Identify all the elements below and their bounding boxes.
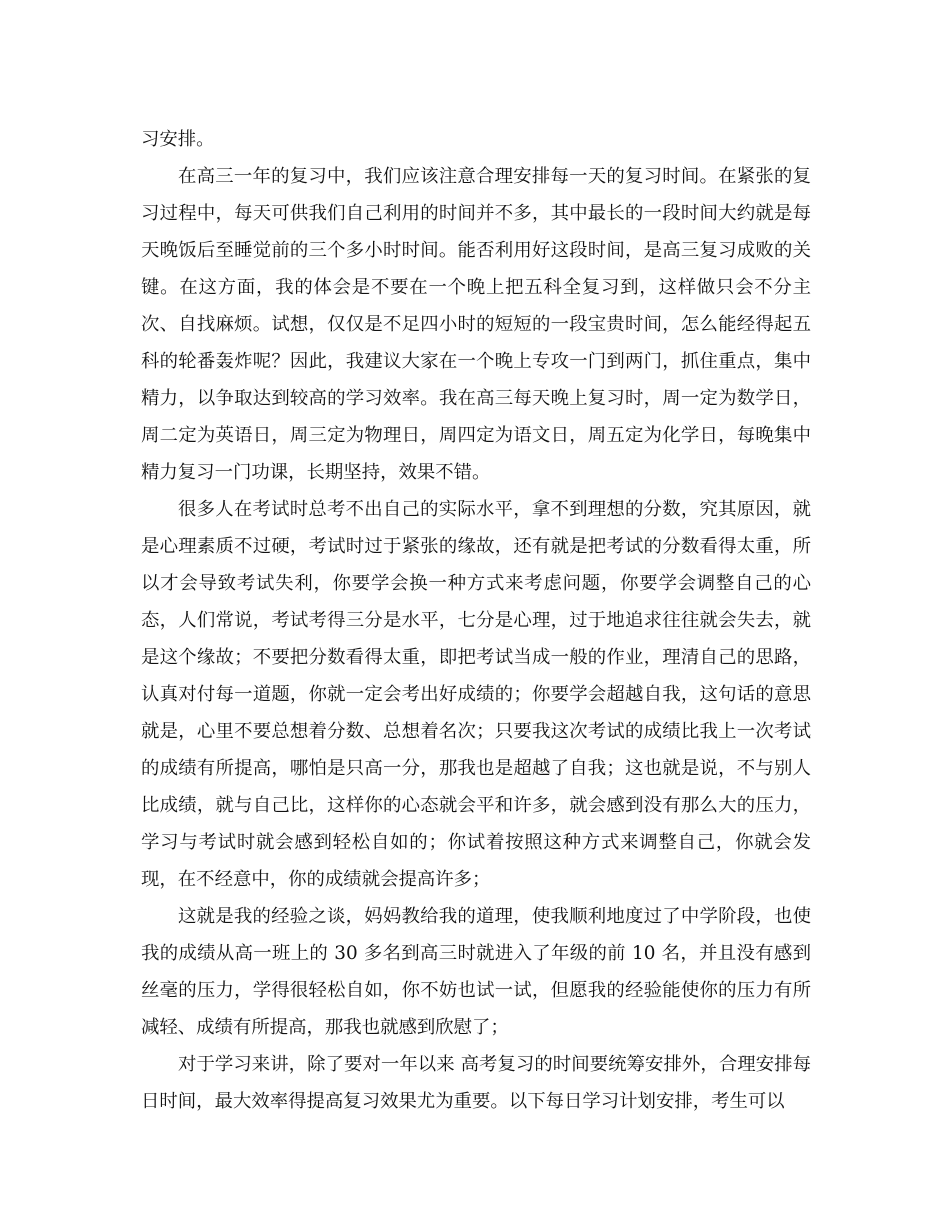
paragraph-daily-schedule: 在高三一年的复习中，我们应该注意合理安排每一天的复习时间。在紧张的复习过程中，每天可供我们自己利用的时间并不多，其中最长的一段时间大约就是每天晚饭后至睡觉前的三个多小时时间。能否利用好这段时间，是高三复习成败的关键。在这方面，我的体会是不要在一个晚上把五科全复习到，这样做只会不分主次、自找麻烦。试想，仅仅是不足四小时的短短的一段宝贵时间，怎么能经得起五科的轮番轰炸呢？因此，我建议大家在一个晚上专攻一门到两门，抓住重点，集中精力，以争取达到较高的学习效率。我在高三每天晚上复习时，周一定为数学日，周二定为英语日，周三定为物理日，周四定为语文日，周五定为化学日，每晚集中精力复习一门功课，长期坚持，效果不错。 bbox=[141, 166, 811, 483]
document-body bbox=[141, 121, 811, 1120]
paragraph-continuation: 习安排。 bbox=[141, 129, 215, 150]
paragraph-exam-mindset: 很多人在考试时总考不出自己的实际水平，拿不到理想的分数，究其原因，就是心理素质不过硬，考试时过于紧张的缘故，还有就是把考试的分数看得太重，所以才会导致考试失利，你要学会换一种方式来考虑问题，你要学会调整自己的心态，人们常说，考试考得三分是水平，七分是心理，过于地追求往往就会失去，就是这个缘故；不要把分数看得太重，即把考试当成一般的作业，理清自己的思路，认真对付每一道题，你就一定会考出好成绩的；你要学会超越自我，这句话的意思就是，心里不要总想着分数、总想着名次；只要我这次考试的成绩比我上一次考试的成绩有所提高，哪怕是只高一分，那我也是超越了自我；这也就是说，不与别人比成绩，就与自己比，这样你的心态就会平和许多，就会感到没有那么大的压力，学习与考试时就会感到轻松自如的；你试着按照这种方式来调整自己，你就会发现，在不经意中，你的成绩就会提高许多； bbox=[141, 499, 811, 890]
paragraph-experience: 这就是我的经验之谈，妈妈教给我的道理，使我顺利地度过了中学阶段，也使我的成绩从高一班上的 30 多名到高三时就进入了年级的前 10 名，并且没有感到丝毫的压力，学得很轻松自如，你不妨也试一试，但愿我的经验能使你的压力有所减轻、成绩有所提高，那我也就感到欣慰了； bbox=[141, 906, 811, 1038]
paragraph-daily-plan-intro: 对于学习来讲，除了要对一年以来 高考复习的时间要统筹安排外，合理安排每日时间，最大效率得提高复习效果尤为重要。以下每日学习计划安排，考生可以 bbox=[141, 1054, 811, 1112]
